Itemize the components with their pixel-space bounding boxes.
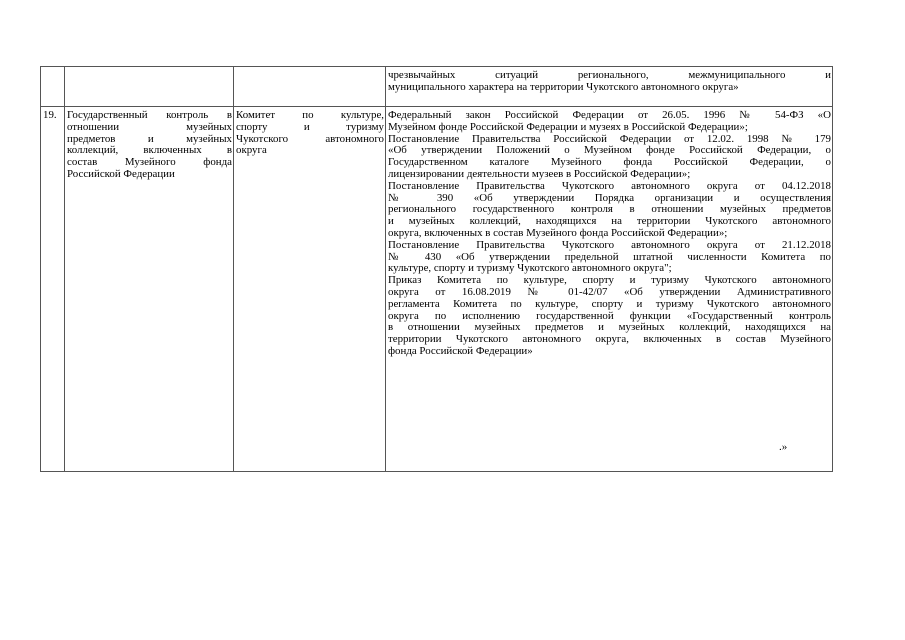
control-name-cell <box>65 107 234 472</box>
authority-cell <box>234 67 386 107</box>
acts-line: чрезвычайных ситуаций регионального, межмуниципального и <box>388 69 831 81</box>
name-line: отношении музейных <box>67 120 232 133</box>
org-line: Комитет по культуре, <box>236 109 384 121</box>
acts-line: округа, включенных в состав Музейного фонда Российской Федерации»; <box>388 226 728 239</box>
legal-acts-cell <box>386 67 833 107</box>
acts-line: Постановление Правительства Чукотского автономного округа от 04.12.2018 <box>388 179 831 192</box>
name-line: предметов и музейных <box>67 132 232 145</box>
acts-line: в отношении музейных предметов и музейных коллекций, находящихся на <box>388 321 831 334</box>
regulation-table <box>40 66 833 472</box>
control-name-cell <box>65 67 234 107</box>
name-line: коллекций, включенных в <box>67 144 232 157</box>
acts-line: лицензировании деятельности музеев в Российской Федерации»; <box>388 167 691 180</box>
acts-line: Приказ Комитета по культуре, спорту и туризму Чукотского автономного <box>388 274 831 287</box>
acts-line: Музейном фонде Российской Федерации и музеях в Российской Федерации»; <box>388 120 748 133</box>
row-number-cell <box>41 67 65 107</box>
row-number-cell: 19. <box>41 107 65 472</box>
table-row <box>41 67 833 107</box>
acts-line: Федеральный закон Российской Федерации от 26.05. 1996 № 54-ФЗ «О <box>388 109 831 121</box>
acts-line: культуре, спорту и туризму Чукотского автономного округа"; <box>388 262 672 275</box>
name-line: состав Музейного фонда <box>67 156 232 169</box>
org-line: спорту и туризму <box>236 120 384 133</box>
acts-line: № 390 «Об утверждении Порядка организации и осуществления <box>388 191 831 204</box>
acts-line: Государственном каталоге Музейного фонда Российской Федерации, о <box>388 156 831 169</box>
authority-cell <box>234 107 386 472</box>
table-row <box>41 107 833 472</box>
acts-line: «Об утверждении Положений о Музейном фонде Российской Федерации, о <box>388 144 831 157</box>
acts-line: округа от 16.08.2019 № 01-42/07 «Об утверждении Административного <box>388 285 831 298</box>
acts-line: регламента Комитета по культуре, спорту и туризму Чукотского автономного <box>388 297 831 310</box>
acts-line: и музейных коллекций, находящихся на территории Чукотского автономного <box>388 215 831 228</box>
name-line: Государственный контроль в <box>67 109 232 121</box>
acts-line: территории Чукотского автономного округа, включенных в состав Музейного <box>388 333 831 346</box>
org-line: Чукотского автономного <box>236 132 384 145</box>
acts-line: Постановление Правительства Чукотского автономного округа от 21.12.2018 <box>388 238 831 251</box>
org-line: округа <box>236 144 267 157</box>
acts-line: фонда Российской Федерации» <box>388 344 533 357</box>
acts-line: муниципального характера на территории Чукотского автономного округа» <box>388 80 739 93</box>
acts-line: Постановление Правительства Российской Федерации от 12.02. 1998 № 179 <box>388 132 831 145</box>
acts-line: регионального государственного контроля в отношении музейных предметов <box>388 203 831 216</box>
acts-line: округа по исполнению государственной функции «Государственный контроль <box>388 309 831 322</box>
closing-quote-mark: .» <box>779 441 788 453</box>
acts-line: № 430 «Об утверждении предельной штатной численности Комитета по <box>388 250 831 263</box>
legal-acts-cell <box>386 107 833 472</box>
name-line: Российской Федерации <box>67 167 175 180</box>
